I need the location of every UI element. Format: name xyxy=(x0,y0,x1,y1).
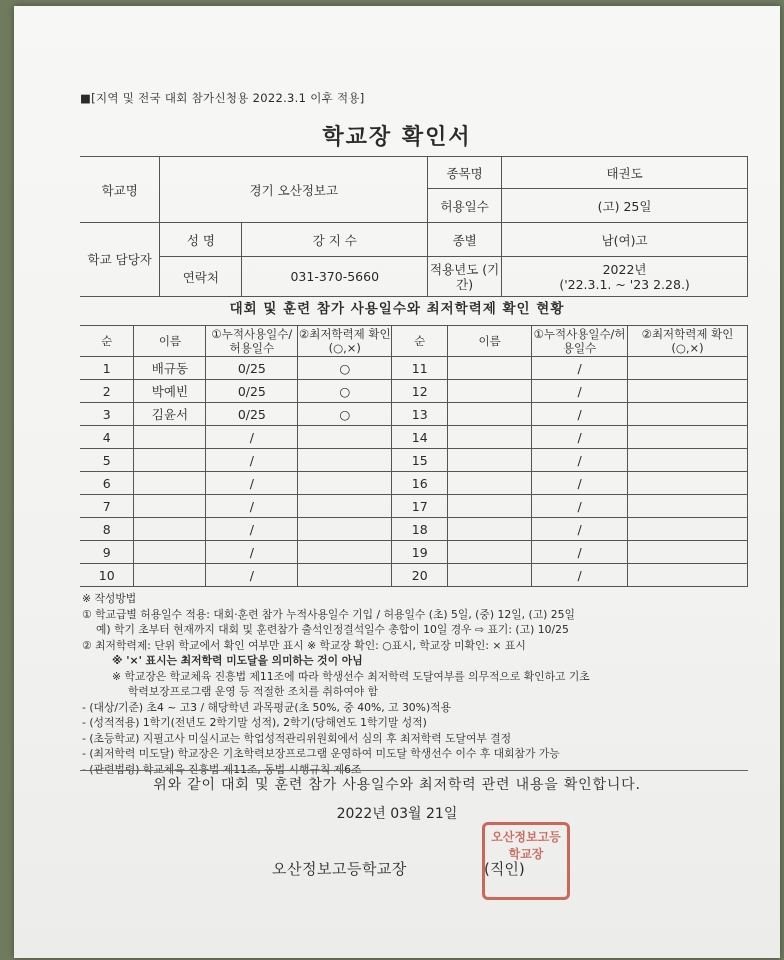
event-value: 태권도 xyxy=(502,157,748,189)
table-cell: / xyxy=(532,380,628,403)
table-cell: 5 xyxy=(80,449,134,472)
table-cell: 0/25 xyxy=(206,403,298,426)
table-cell xyxy=(448,426,532,449)
confirmation-statement: 위와 같이 대회 및 훈련 참가 사용일수와 최저학력 관련 내용을 확인합니다. xyxy=(153,777,641,793)
table-cell: / xyxy=(532,495,628,518)
official-seal xyxy=(482,822,570,900)
table-cell: / xyxy=(532,403,628,426)
table-cell xyxy=(628,495,748,518)
period-value: ('22.3.1. ~ '23 2.28.) xyxy=(559,276,690,292)
table-cell: 14 xyxy=(392,426,448,449)
table-cell: 1 xyxy=(80,357,134,380)
school-name: 경기 오산정보고 xyxy=(160,157,428,223)
document-paper xyxy=(14,6,780,958)
instruction-line: - (성적적용) 1학기(전년도 2학기말 성적), 2학기(당해연도 1학기말 성적) xyxy=(82,716,427,729)
contact-value: 031-370-5660 xyxy=(242,257,428,297)
table-cell: ○ xyxy=(298,403,392,426)
header-cell: ②최저학력제 확인(○,×) xyxy=(628,326,748,357)
table-cell: 15 xyxy=(392,449,448,472)
info-table xyxy=(80,156,748,297)
table-cell: 김윤서 xyxy=(134,403,206,426)
table-cell xyxy=(628,449,748,472)
header-cell: ①누적사용일수/허용일수 xyxy=(206,326,298,357)
table-cell xyxy=(298,541,392,564)
seal-label: (직인) xyxy=(484,860,525,878)
table-cell xyxy=(448,518,532,541)
table-cell: 12 xyxy=(392,380,448,403)
instruction-line: - (관련법령) 학교체육 진흥법 제11조, 동법 시행규칙 제6조 xyxy=(82,762,362,776)
table-cell: ○ xyxy=(298,357,392,380)
table-row xyxy=(80,564,748,587)
table-cell xyxy=(448,403,532,426)
table-cell: 4 xyxy=(80,426,134,449)
gender-label: 종별 xyxy=(428,223,502,257)
table-cell: 6 xyxy=(80,472,134,495)
table-cell xyxy=(628,564,748,587)
table-cell xyxy=(298,495,392,518)
header-cell: 순 xyxy=(80,326,134,357)
table-cell xyxy=(298,564,392,587)
table-cell xyxy=(134,426,206,449)
table-cell: / xyxy=(532,449,628,472)
table-cell xyxy=(448,449,532,472)
document-title: 학교장 확인서 xyxy=(322,125,472,150)
seal-text: 오산정보고등학교장 xyxy=(491,830,561,861)
table-row xyxy=(80,449,748,472)
event-label: 종목명 xyxy=(428,157,502,189)
table-cell: 11 xyxy=(392,357,448,380)
table-cell: / xyxy=(206,495,298,518)
table-cell xyxy=(134,495,206,518)
table-cell xyxy=(134,518,206,541)
instruction-line: ※ '×' 표시는 최저학력 미도달을 의미하는 것이 아님 xyxy=(112,654,363,667)
table-cell: / xyxy=(206,564,298,587)
table-cell: 0/25 xyxy=(206,380,298,403)
table-cell xyxy=(298,449,392,472)
section-title: 대회 및 훈련 참가 사용일수와 최저학력제 확인 현황 xyxy=(229,301,565,317)
table-cell xyxy=(134,449,206,472)
table-cell: 20 xyxy=(392,564,448,587)
table-row xyxy=(80,518,748,541)
table-cell xyxy=(134,564,206,587)
year-cell xyxy=(502,257,748,297)
table-cell xyxy=(628,403,748,426)
table-cell xyxy=(448,564,532,587)
year-label: 적용년도 (기간) xyxy=(428,257,502,297)
table-row xyxy=(80,380,748,403)
instruction-line: 예) 학기 초부터 현재까지 대회 및 훈련참가 출석인정결석일수 총합이 10일 경우 ⇨ 표기: (고) 10/25 xyxy=(96,623,569,636)
table-cell: 9 xyxy=(80,541,134,564)
status-header-row xyxy=(80,326,748,357)
table-row xyxy=(80,472,748,495)
table-row xyxy=(80,426,748,449)
table-cell: 2 xyxy=(80,380,134,403)
table-cell xyxy=(448,495,532,518)
allowed-label: 허용일수 xyxy=(428,189,502,223)
table-cell: / xyxy=(532,564,628,587)
table-cell: 3 xyxy=(80,403,134,426)
teacher-label: 학교 담당자 xyxy=(80,223,160,297)
table-cell xyxy=(448,380,532,403)
table-cell xyxy=(628,426,748,449)
table-cell: 16 xyxy=(392,472,448,495)
table-cell: 배규동 xyxy=(134,357,206,380)
table-cell xyxy=(628,541,748,564)
table-cell xyxy=(298,472,392,495)
usage-note: ■[지역 및 전국 대회 참가신청용 2022.3.1 이후 적용] xyxy=(80,91,365,105)
header-cell: 이름 xyxy=(134,326,206,357)
instruction-line: - (대상/기준) 초4 ~ 고3 / 해당학년 과목평균(초 50%, 중 40%, 고 30%)적용 xyxy=(82,700,452,714)
header-cell: ①누적사용일수/허용일수 xyxy=(533,327,626,355)
instruction-line: - (초등학교) 지필고사 미실시교는 학업성적관리위원회에서 심의 후 최저학력 도달여부 결정 xyxy=(82,731,512,745)
instruction-line: ② 최저학력제: 단위 학교에서 확인 여부만 표시 ※ 학교장 확인: ○표시, 학교장 미확인: × 표시 xyxy=(82,638,526,652)
gender-value: 남(여)고 xyxy=(502,223,748,257)
table-cell: 10 xyxy=(80,564,134,587)
table-cell xyxy=(448,472,532,495)
table-cell: / xyxy=(206,472,298,495)
table-cell: 17 xyxy=(392,495,448,518)
table-cell: 19 xyxy=(392,541,448,564)
header-cell: ②최저학력제 확인(○,×) xyxy=(298,327,391,355)
header-cell: 순 xyxy=(392,326,448,357)
table-cell xyxy=(628,472,748,495)
table-cell: / xyxy=(206,541,298,564)
name-value: 강 지 수 xyxy=(242,223,428,257)
table-cell xyxy=(628,357,748,380)
table-cell: / xyxy=(532,472,628,495)
table-cell: / xyxy=(206,518,298,541)
table-cell xyxy=(298,518,392,541)
instruction-line: ※ 작성방법 xyxy=(82,592,137,605)
table-cell: / xyxy=(532,357,628,380)
header-cell: 이름 xyxy=(448,326,532,357)
principal-name: 오산정보고등학교장 xyxy=(272,860,407,878)
table-row xyxy=(80,495,748,518)
table-row xyxy=(80,541,748,564)
table-cell: / xyxy=(532,426,628,449)
table-cell xyxy=(134,541,206,564)
table-cell: / xyxy=(532,541,628,564)
table-cell: / xyxy=(532,518,628,541)
instructions xyxy=(82,591,762,777)
school-label: 학교명 xyxy=(80,157,160,223)
instruction-line: ① 학교급별 허용일수 적용: 대회·훈련 참가 누적사용일수 기입 / 허용일수 (초) 5일, (중) 12일, (고) 25일 xyxy=(82,607,575,621)
table-cell: 8 xyxy=(80,518,134,541)
status-table xyxy=(80,325,748,587)
table-cell: 박예빈 xyxy=(134,380,206,403)
table-row xyxy=(80,357,748,380)
instruction-line: ※ 학교장은 학교체육 진흥법 제11조에 따라 학생선수 최저학력 도달여부를 의무적으로 확인하고 기초 xyxy=(112,669,590,683)
divider xyxy=(80,770,748,771)
table-cell xyxy=(448,357,532,380)
allowed-value: (고) 25일 xyxy=(502,189,748,223)
table-cell: / xyxy=(206,449,298,472)
issue-date: 2022년 03월 21일 xyxy=(336,806,458,822)
table-cell xyxy=(134,472,206,495)
table-cell xyxy=(628,518,748,541)
table-cell xyxy=(628,380,748,403)
table-cell: 18 xyxy=(392,518,448,541)
year-value: 2022년 xyxy=(602,261,647,277)
table-cell: ○ xyxy=(298,380,392,403)
table-cell: 7 xyxy=(80,495,134,518)
table-cell: 13 xyxy=(392,403,448,426)
instruction-line: 학력보장프로그램 운영 등 적절한 조치를 취하여야 함 xyxy=(128,685,379,698)
table-cell xyxy=(448,541,532,564)
table-cell xyxy=(298,426,392,449)
table-row xyxy=(80,403,748,426)
name-label: 성 명 xyxy=(160,223,242,257)
table-cell: / xyxy=(206,426,298,449)
contact-label: 연락처 xyxy=(160,257,242,297)
table-cell: 0/25 xyxy=(206,357,298,380)
instruction-line: - (최저학력 미도달) 학교장은 기초학력보장프로그램 운영하여 미도달 학생선수 이수 후 대회참가 가능 xyxy=(82,747,560,760)
